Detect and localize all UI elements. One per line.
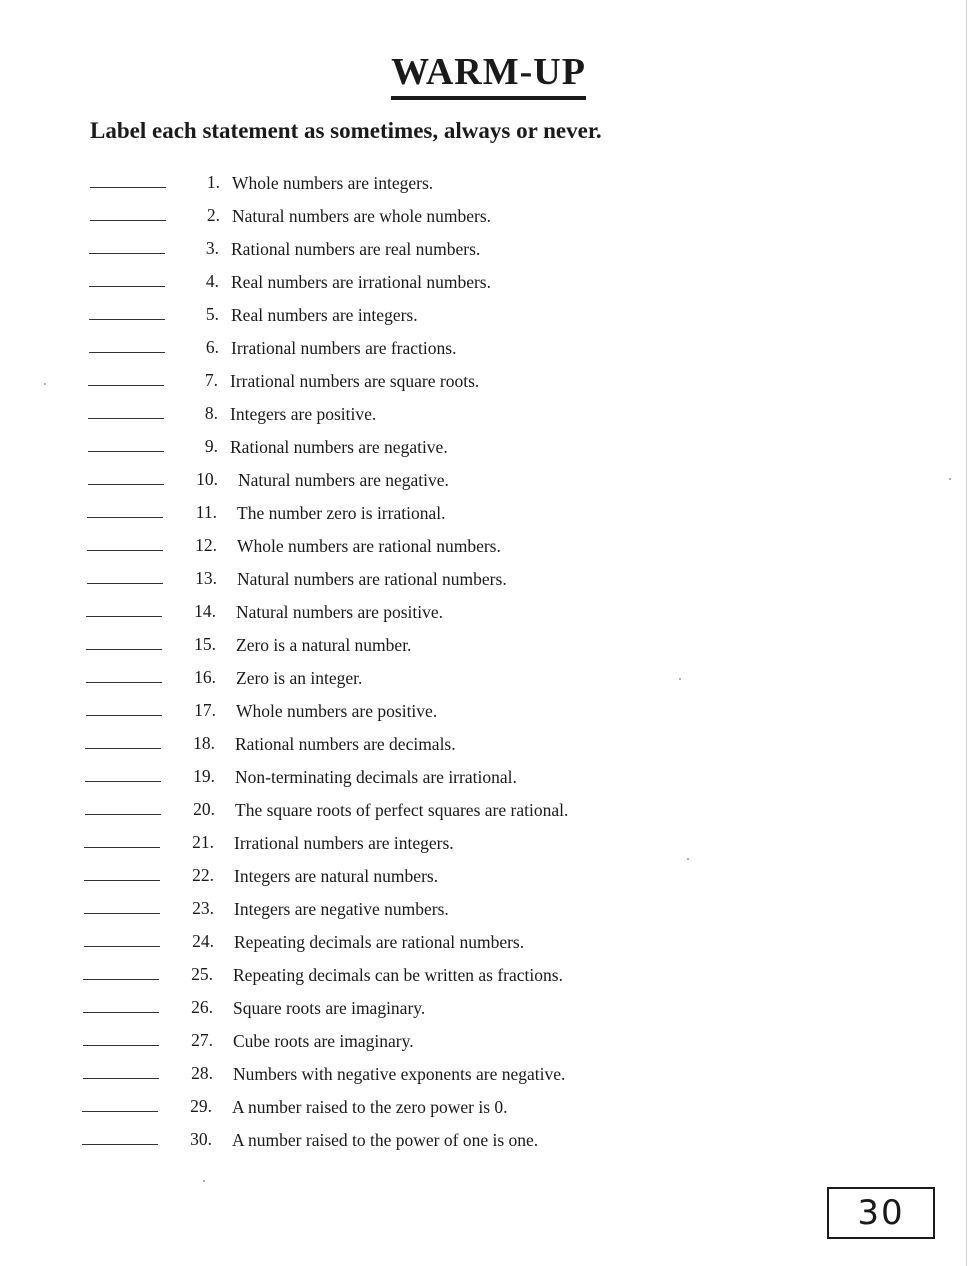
question-number: 30. <box>190 1129 212 1149</box>
answer-blank[interactable] <box>85 781 161 782</box>
question-number: 21. <box>192 832 214 852</box>
question-number: 22. <box>192 865 214 885</box>
question-number: 28. <box>191 1063 213 1083</box>
question-row <box>0 496 979 529</box>
question-row <box>0 562 979 595</box>
question-number: 9. <box>204 436 218 456</box>
question-text: Whole numbers are rational numbers. <box>237 536 501 556</box>
question-number: 19. <box>193 766 215 786</box>
answer-blank[interactable] <box>88 385 164 386</box>
question-row <box>0 199 979 232</box>
question-row <box>0 628 979 661</box>
question-text: The number zero is irrational. <box>237 503 446 523</box>
question-number: 8. <box>204 403 218 423</box>
question-number: 15. <box>194 634 216 654</box>
answer-blank[interactable] <box>86 616 162 617</box>
answer-blank[interactable] <box>86 715 162 716</box>
question-row <box>0 859 979 892</box>
question-number: 1. <box>206 172 220 192</box>
question-row <box>0 331 979 364</box>
question-row <box>0 727 979 760</box>
question-row <box>0 166 979 199</box>
question-text: Natural numbers are negative. <box>238 470 449 490</box>
answer-blank[interactable] <box>89 319 165 320</box>
question-text: Square roots are imaginary. <box>233 998 426 1018</box>
question-text: Natural numbers are rational numbers. <box>237 569 507 589</box>
question-row <box>0 529 979 562</box>
question-row <box>0 661 979 694</box>
question-text: Integers are negative numbers. <box>234 899 449 919</box>
question-text: Irrational numbers are square roots. <box>230 371 480 391</box>
answer-blank[interactable] <box>87 550 163 551</box>
question-row <box>0 265 979 298</box>
answer-blank[interactable] <box>83 1012 159 1013</box>
answer-blank[interactable] <box>84 847 160 848</box>
answer-blank[interactable] <box>88 418 164 419</box>
question-number: 3. <box>205 238 219 258</box>
worksheet-title-wrapper <box>0 50 979 100</box>
question-text: Rational numbers are real numbers. <box>231 239 481 259</box>
answer-blank[interactable] <box>89 253 165 254</box>
answer-blank[interactable] <box>83 1078 159 1079</box>
scan-speck <box>679 678 681 680</box>
answer-blank[interactable] <box>87 583 163 584</box>
score-box <box>827 1187 935 1239</box>
question-row <box>0 364 979 397</box>
question-row <box>0 760 979 793</box>
question-number: 10. <box>196 469 218 489</box>
scan-speck <box>949 478 951 480</box>
question-row <box>0 463 979 496</box>
question-text: Natural numbers are whole numbers. <box>232 206 492 226</box>
question-number: 24. <box>192 931 214 951</box>
question-text: Rational numbers are decimals. <box>235 734 456 754</box>
answer-blank[interactable] <box>87 517 163 518</box>
answer-blank[interactable] <box>84 880 160 881</box>
question-row <box>0 430 979 463</box>
instruction-text: Label each statement as sometimes, always or never. <box>90 118 602 143</box>
question-text: A number raised to the power of one is one. <box>232 1130 539 1150</box>
scan-speck <box>203 1180 205 1182</box>
answer-blank[interactable] <box>86 649 162 650</box>
question-text: Irrational numbers are fractions. <box>231 338 457 358</box>
question-row <box>0 991 979 1024</box>
question-text: Real numbers are irrational numbers. <box>231 272 491 292</box>
question-number: 18. <box>193 733 215 753</box>
question-text: Zero is an integer. <box>236 668 363 688</box>
answer-blank[interactable] <box>88 484 164 485</box>
worksheet-title: WARM-UP <box>391 50 586 100</box>
question-row <box>0 892 979 925</box>
question-text: Rational numbers are negative. <box>230 437 448 457</box>
question-list <box>0 166 979 1156</box>
question-number: 4. <box>205 271 219 291</box>
question-row <box>0 298 979 331</box>
question-number: 29. <box>190 1096 212 1116</box>
answer-blank[interactable] <box>89 352 165 353</box>
question-text: Integers are natural numbers. <box>234 866 439 886</box>
answer-blank[interactable] <box>83 979 159 980</box>
question-text: Repeating decimals can be written as fractions. <box>233 965 563 985</box>
question-text: Cube roots are imaginary. <box>233 1031 414 1051</box>
question-number: 17. <box>194 700 216 720</box>
answer-blank[interactable] <box>90 220 166 221</box>
question-text: Natural numbers are positive. <box>236 602 444 622</box>
question-number: 11. <box>195 502 217 522</box>
answer-blank[interactable] <box>88 451 164 452</box>
question-number: 6. <box>205 337 219 357</box>
question-number: 7. <box>204 370 218 390</box>
question-text: Whole numbers are positive. <box>236 701 438 721</box>
scan-speck <box>44 383 46 385</box>
question-text: The square roots of perfect squares are rational. <box>235 800 569 820</box>
question-text: Zero is a natural number. <box>236 635 412 655</box>
question-row <box>0 694 979 727</box>
answer-blank[interactable] <box>84 913 160 914</box>
question-row <box>0 958 979 991</box>
question-text: Real numbers are integers. <box>231 305 418 325</box>
question-text: Non-terminating decimals are irrational. <box>235 767 517 787</box>
question-number: 16. <box>194 667 216 687</box>
question-number: 27. <box>191 1030 213 1050</box>
question-row <box>0 925 979 958</box>
question-row <box>0 595 979 628</box>
answer-blank[interactable] <box>86 682 162 683</box>
question-row <box>0 1057 979 1090</box>
question-number: 25. <box>191 964 213 984</box>
score-value: 30 <box>857 1193 905 1233</box>
question-number: 2. <box>206 205 220 225</box>
question-number: 26. <box>191 997 213 1017</box>
question-row <box>0 1123 979 1156</box>
question-text: Integers are positive. <box>230 404 377 424</box>
scan-speck <box>687 858 689 860</box>
question-row <box>0 826 979 859</box>
question-number: 5. <box>205 304 219 324</box>
answer-blank[interactable] <box>82 1144 158 1145</box>
answer-blank[interactable] <box>84 946 160 947</box>
question-text: Irrational numbers are integers. <box>234 833 454 853</box>
question-number: 20. <box>193 799 215 819</box>
answer-blank[interactable] <box>85 814 161 815</box>
question-number: 12. <box>195 535 217 555</box>
question-row <box>0 793 979 826</box>
question-number: 13. <box>195 568 217 588</box>
question-text: A number raised to the zero power is 0. <box>232 1097 508 1117</box>
question-number: 23. <box>192 898 214 918</box>
question-number: 14. <box>194 601 216 621</box>
question-text: Repeating decimals are rational numbers. <box>234 932 525 952</box>
answer-blank[interactable] <box>85 748 161 749</box>
question-text: Numbers with negative exponents are negative. <box>233 1064 566 1084</box>
question-row <box>0 1024 979 1057</box>
answer-blank[interactable] <box>82 1111 158 1112</box>
answer-blank[interactable] <box>83 1045 159 1046</box>
question-row <box>0 397 979 430</box>
question-text: Whole numbers are integers. <box>232 173 434 193</box>
question-row <box>0 1090 979 1123</box>
answer-blank[interactable] <box>90 187 166 188</box>
answer-blank[interactable] <box>89 286 165 287</box>
question-row <box>0 232 979 265</box>
